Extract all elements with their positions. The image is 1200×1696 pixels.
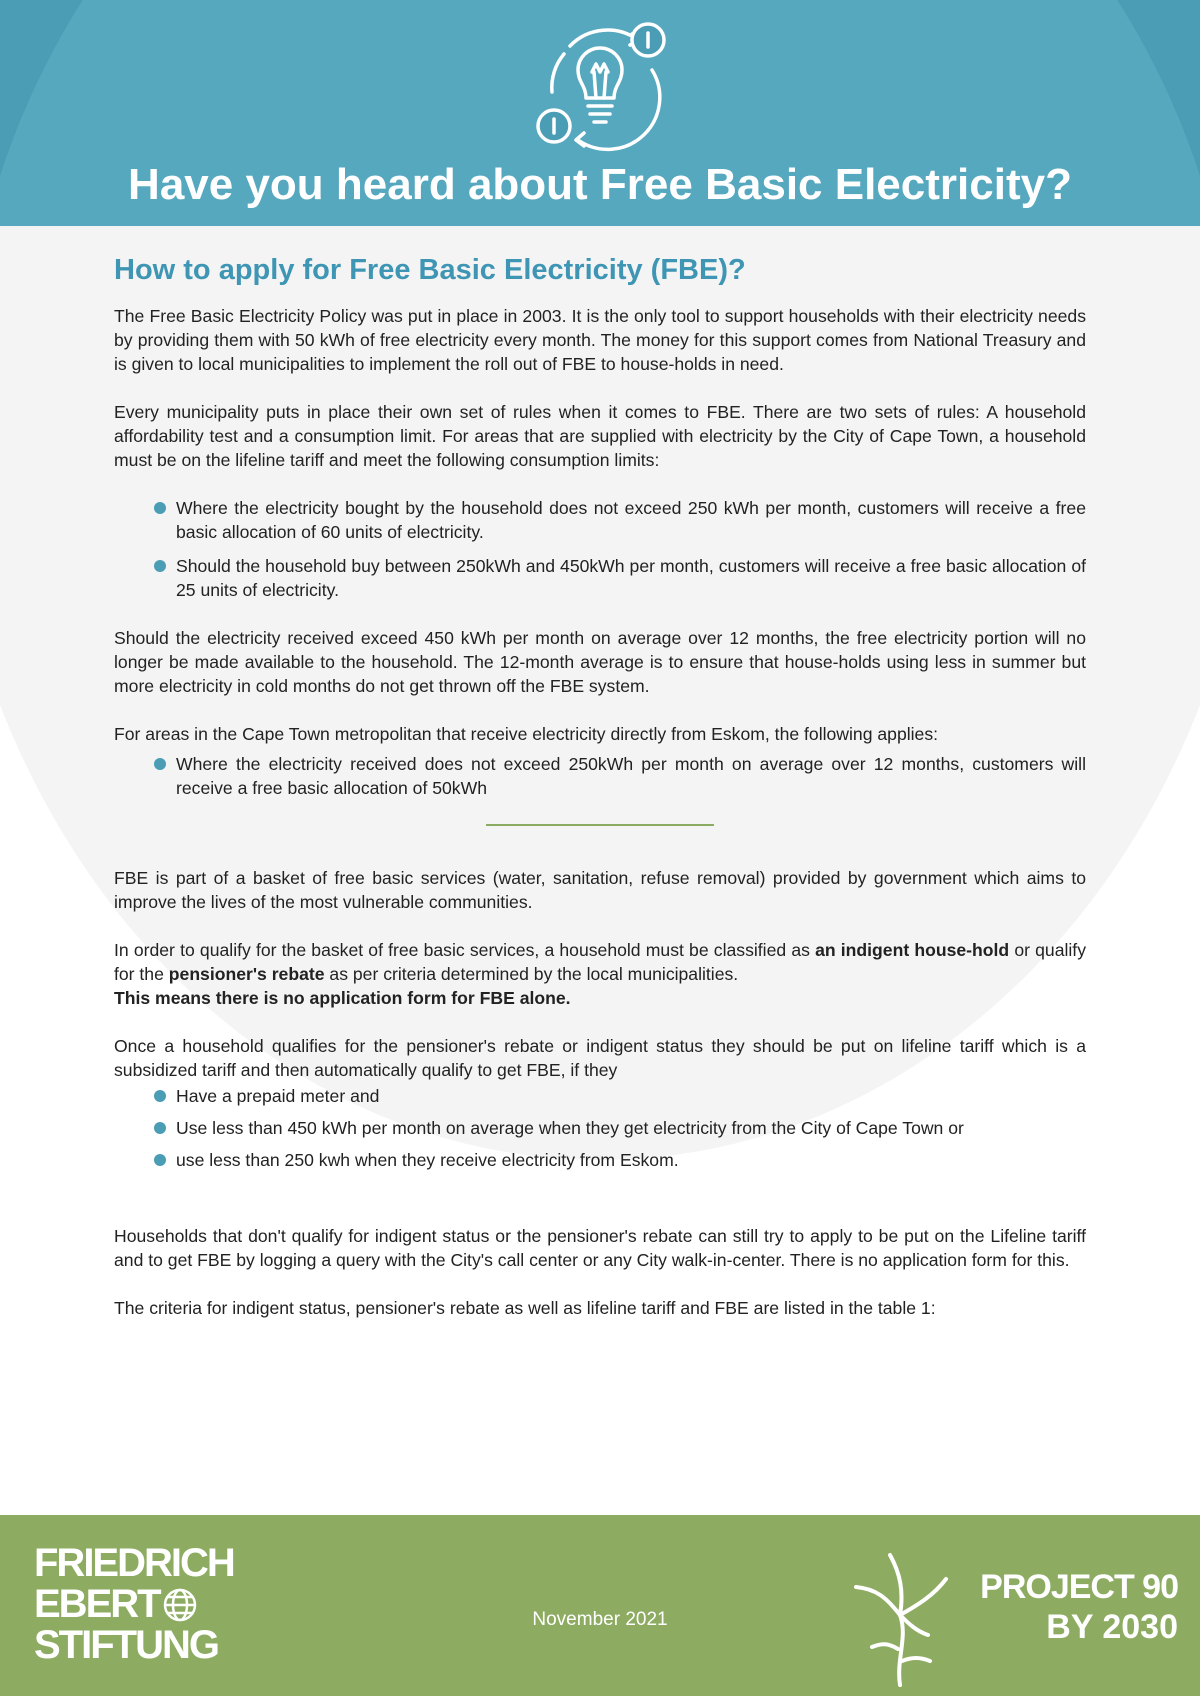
paragraph-criteria: The criteria for indigent status, pensioner's rebate as well as lifeline tariff and FBE are listed in the table 1: [114,1298,936,1318]
bullet-icon [154,1122,166,1134]
bullet-icon [154,502,166,514]
project90-plant-icon [842,1539,952,1689]
list-item: Where the electricity received does not exceed 250kWh per month on average over 12 months, customers will receive a free basic allocation of 50kWh [176,752,1086,800]
bullet-icon [154,1154,166,1166]
consumption-limits-list [114,496,1086,602]
main-content [114,248,1086,1344]
paragraph-policy: The Free Basic Electricity Policy was put in place in 2003. It is the only tool to support households with their electricity needs by providing them with 50 kWh of free electricity every month. The money for this support comes from National Treasury and is given to local municipalities to implement the roll out of FBE to house-holds in need. [114,306,1086,374]
globe-icon [162,1587,198,1623]
conditions-list [114,1084,1086,1172]
paragraph-call-center: Households that don't qualify for indigent status or the pensioner's rebate can still try to apply to be put on the Lifeline tariff and to get FBE by logging a query with the City's call center or any City walk-in-center. There is no application form for this. [114,1226,1086,1270]
fes-logo: FRIEDRICH EBERT STIFTUNG [34,1541,234,1667]
paragraph-qualify: In order to qualify for the basket of free basic services, a household must be classified as an indigent house-hold or qualify for the pensioner's rebate as per criteria determined by the local municipalities. This means there is no application form for FBE alone. [114,940,1086,1008]
lightbulb-cycle-icon [530,14,670,154]
paragraph-basket: FBE is part of a basket of free basic services (water, sanitation, refuse removal) provided by government which aims to improve the lives of the most vulnerable communities. [114,868,1086,912]
paragraph-rules: Every municipality puts in place their own set of rules when it comes to FBE. There are two sets of rules: A household affordability test and a consumption limit. For areas that are supplied with electricity by the City of Cape Town, a household must be on the lifeline tariff and meet the following consumption limits: [114,402,1086,470]
paragraph-eskom: For areas in the Cape Town metropolitan that receive electricity directly from Eskom, the following applies: [114,724,939,744]
bullet-icon [154,1090,166,1102]
bullet-icon [154,758,166,770]
list-item: Use less than 450 kWh per month on average when they get electricity from the City of Cape Town or [176,1116,1086,1140]
project90-logo: PROJECT 90 BY 2030 [980,1568,1178,1646]
paragraph-average: Should the electricity received exceed 450 kWh per month on average over 12 months, the free electricity portion will no longer be made available to the household. The 12-month average is to ensure that house-holds using less in summer but more electricity in cold months do not get thrown off the FBE system. [114,628,1086,696]
list-item: Where the electricity bought by the household does not exceed 250 kWh per month, customers will receive a free basic allocation of 60 units of electricity. [176,496,1086,544]
list-item: Should the household buy between 250kWh and 450kWh per month, customers will receive a free basic allocation of 25 units of electricity. [176,554,1086,602]
list-item: Have a prepaid meter and [176,1084,1086,1108]
no-form-note: This means there is no application form for FBE alone. [114,988,571,1008]
header-banner [0,0,1200,226]
list-item: use less than 250 kwh when they receive electricity from Eskom. [176,1148,1086,1172]
publication-date: November 2021 [532,1609,668,1630]
page-title: Have you heard about Free Basic Electricity? [128,160,1072,209]
eskom-list [114,752,1086,800]
bullet-icon [154,560,166,572]
footer [0,1515,1200,1696]
section-divider [486,824,714,826]
paragraph-lifeline: Once a household qualifies for the pensioner's rebate or indigent status they should be put on lifeline tariff which is a subsidized tariff and then automatically qualify to get FBE, if they [114,1036,1086,1080]
section-heading: How to apply for Free Basic Electricity (FBE)? [114,254,746,286]
